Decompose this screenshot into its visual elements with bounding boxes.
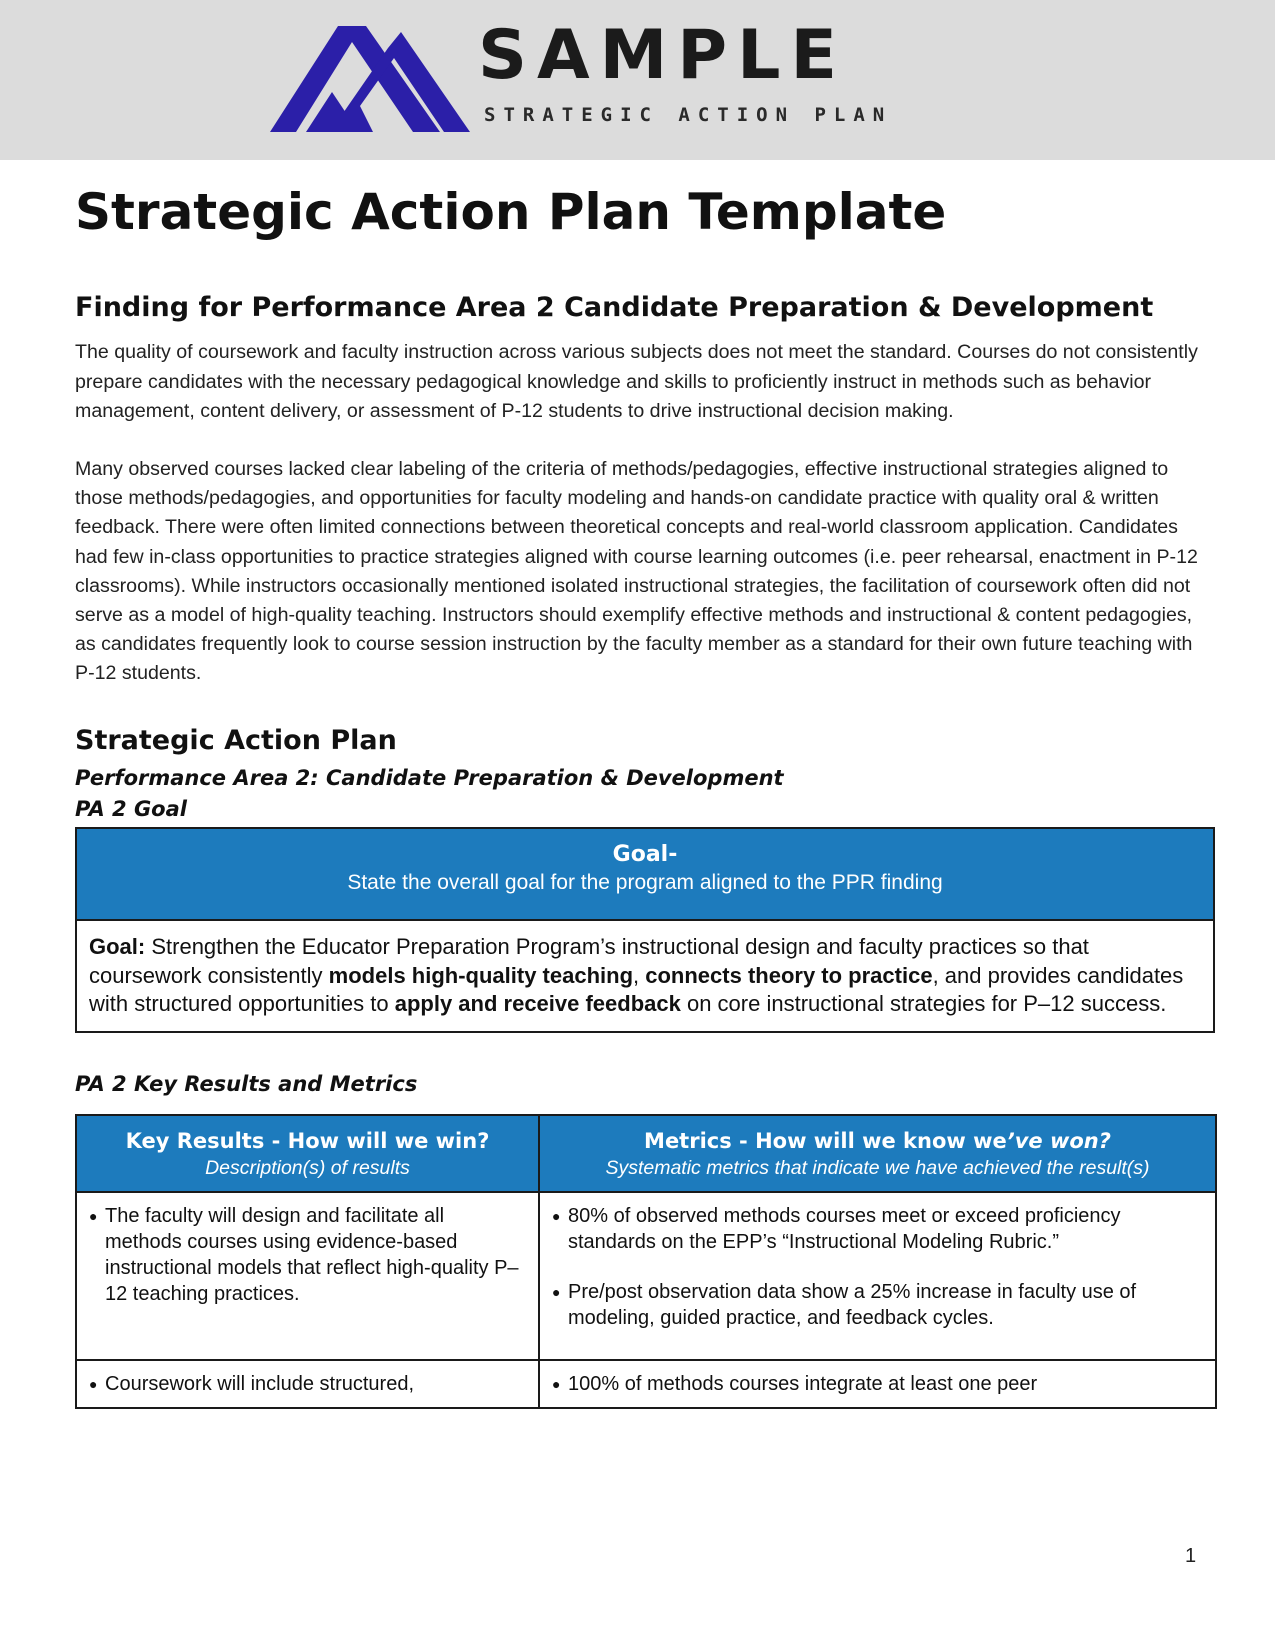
plan-heading: Strategic Action Plan — [75, 724, 397, 756]
col2-title — [550, 1128, 1205, 1155]
goal-lead: Goal: — [89, 934, 146, 960]
metrics-column-header — [539, 1115, 1216, 1192]
goal-text-3: , and provides candidates with structured opportunities to — [89, 962, 1184, 1017]
goal-header-title: Goal- — [612, 842, 678, 868]
key-result-cell — [76, 1192, 539, 1360]
key-results-column-header — [76, 1115, 539, 1192]
finding-heading: Finding for Performance Area 2 Candidate Preparation & Development — [75, 292, 1154, 323]
goal-table-header — [77, 829, 1213, 921]
col2-title-main: Metrics - How will we know we — [644, 1128, 1007, 1153]
page-title: Strategic Action Plan Template — [75, 183, 947, 241]
goal-table — [75, 827, 1215, 1033]
page-number: 1 — [1185, 1545, 1197, 1567]
col2-subtitle: Systematic metrics that indicate we have achieved the result(s) — [605, 1156, 1150, 1179]
key-result-cell — [76, 1360, 539, 1408]
logo-wordmark: SAMPLE — [478, 16, 847, 95]
goal-label: PA 2 Goal — [75, 797, 187, 822]
logo-tagline: STRATEGIC ACTION PLAN — [484, 104, 893, 126]
col1-title: Key Results - How will we win? — [125, 1128, 490, 1153]
table-row — [76, 1192, 1216, 1360]
document-body — [75, 185, 1215, 1409]
col2-title-italic: ’ve won? — [1006, 1128, 1111, 1153]
goal-text-1: Strengthen the Educator Preparation Program’s instructional design and faculty practices so that coursework consistently — [89, 934, 1089, 988]
metrics-cell — [539, 1192, 1216, 1360]
header-banner — [0, 0, 1275, 160]
metric-item: ● Pre/post observation data show a 25% increase in faculty use of modeling, guided practice, and feedback cycles. — [568, 1279, 1203, 1331]
table-header-row — [76, 1115, 1216, 1192]
metric-item: ● 80% of observed methods courses meet or exceed proficiency standards on the EPP’s “Instructional Modeling Rubric.” — [568, 1203, 1203, 1255]
goal-statement — [77, 921, 1213, 1031]
key-result-item: ● Coursework will include structured, — [105, 1371, 526, 1397]
finding-paragraph-2: Many observed courses lacked clear labeling of the criteria of methods/pedagogies, effective instructional strategies aligned to those methods/pedagogies, and opportunities for faculty modeling and hands-on candidate practice with quality oral & written feedback. There were often limited connections between theoretical concepts and real-world classroom application. Candidates had few in-class opportunities to practice strategies aligned with course learning outcomes (i.e. peer rehearsal, enactment in P-12 classrooms). While instructors occasionally mentioned isolated instructional strategies, the facilitation of coursework often did not serve as a model of high-quality teaching. Instructors should exemplify effective methods and instructional & content pedagogies, as candidates frequently look to course session instruction by the faculty member as a standard for their own future teaching with P-12 students. — [75, 458, 1198, 685]
performance-area-label: Performance Area 2: Candidate Preparation & Development — [75, 766, 784, 791]
metrics-cell — [539, 1360, 1216, 1408]
col1-subtitle: Description(s) of results — [205, 1156, 410, 1179]
table-row — [76, 1360, 1216, 1408]
goal-text-4: on core instructional strategies for P–12 success. — [680, 991, 1167, 1017]
key-result-item: ● The faculty will design and facilitate all methods courses using evidence-based instructional models that reflect high-quality P–12 teaching practices. — [105, 1203, 526, 1307]
mountain-logo-icon — [270, 26, 470, 140]
goal-header-subtitle: State the overall goal for the program aligned to the PPR finding — [347, 871, 943, 895]
goal-bold-2: connects theory to practice — [645, 962, 933, 988]
goal-bold-1: models high-quality teaching — [328, 962, 634, 988]
key-results-table — [75, 1114, 1217, 1409]
goal-bold-3: apply and receive feedback — [394, 991, 681, 1017]
metric-item: ● 100% of methods courses integrate at least one peer — [568, 1371, 1203, 1397]
finding-paragraph-1: The quality of coursework and faculty instruction across various subjects does not meet the standard. Courses do not consistently prepare candidates with the necessary pedagogical knowledge and skills to proficiently instruct in methods such as behavior management, content delivery, or assessment of P-12 students to drive instructional decision making. — [75, 341, 1198, 422]
goal-text-2: , — [633, 962, 646, 988]
key-results-label: PA 2 Key Results and Metrics — [75, 1071, 418, 1096]
